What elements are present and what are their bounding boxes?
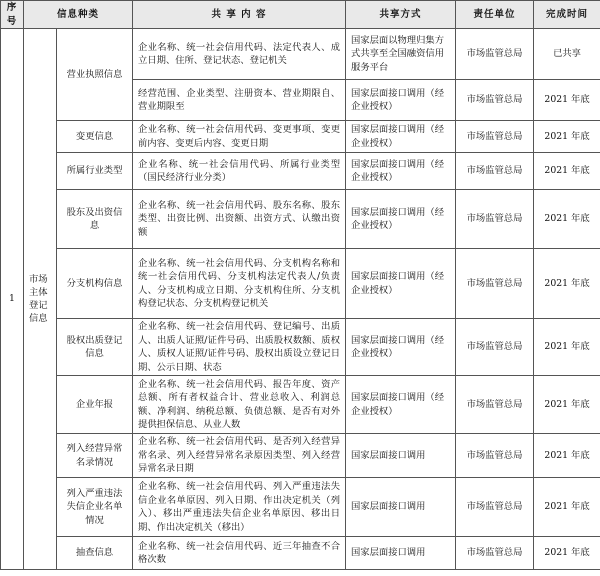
header-content: 共 享 内 容 xyxy=(133,1,346,29)
table-row xyxy=(1,121,600,153)
responsible-unit: 市场监管总局 xyxy=(456,80,534,121)
responsible-unit: 市场监管总局 xyxy=(456,434,534,478)
table-row xyxy=(1,29,600,80)
info-type: 股东及出资信息 xyxy=(57,190,133,249)
responsible-unit: 市场监管总局 xyxy=(456,29,534,80)
table-row xyxy=(1,319,600,376)
responsible-unit: 市场监管总局 xyxy=(456,153,534,190)
header-type: 信息种类 xyxy=(24,1,133,29)
completion-time: 2021 年底 xyxy=(534,80,600,121)
share-method: 国家层面接口调用 xyxy=(346,434,456,478)
completion-time: 2021 年底 xyxy=(534,319,600,376)
share-method: 国家层面接口调用（经企业授权） xyxy=(346,249,456,319)
share-method: 国家层面以物理归集方式共享至全国融资信用服务平台 xyxy=(346,29,456,80)
share-content: 企业名称、统一社会信用代码、分支机构名称和统一社会信用代码、分支机构法定代表人/负责人、分支机构成立日期、分支机构住所、分支机构登记状态、分支机构登记机关 xyxy=(133,249,346,319)
responsible-unit: 市场监管总局 xyxy=(456,190,534,249)
table-row xyxy=(1,153,600,190)
responsible-unit: 市场监管总局 xyxy=(456,121,534,153)
responsible-unit: 市场监管总局 xyxy=(456,537,534,570)
table-row xyxy=(1,434,600,478)
completion-time: 2021 年底 xyxy=(534,190,600,249)
responsible-unit: 市场监管总局 xyxy=(456,478,534,537)
table-row xyxy=(1,478,600,537)
header-method: 共享方式 xyxy=(346,1,456,29)
table-row xyxy=(1,249,600,319)
completion-time: 2021 年底 xyxy=(534,537,600,570)
info-type: 所属行业类型 xyxy=(57,153,133,190)
info-type: 变更信息 xyxy=(57,121,133,153)
category-cell xyxy=(24,29,57,570)
header-row xyxy=(1,1,600,29)
share-content: 企业名称、统一社会信用代码、所属行业类型（国民经济行业分类） xyxy=(133,153,346,190)
info-type: 分支机构信息 xyxy=(57,249,133,319)
completion-time: 已共享 xyxy=(534,29,600,80)
completion-time: 2021 年底 xyxy=(534,376,600,434)
share-content: 企业名称、统一社会信用代码、登记编号、出质人、出质人证照/证件号码、出质股权数额、质权人、质权人证照/证件号码、股权出质设立登记日期、公示日期、状态 xyxy=(133,319,346,376)
share-method: 国家层面接口调用（经企业授权） xyxy=(346,319,456,376)
share-content: 企业名称、统一社会信用代码、变更事项、变更前内容、变更后内容、变更日期 xyxy=(133,121,346,153)
share-method: 国家层面接口调用（经企业授权） xyxy=(346,190,456,249)
info-type: 抽查信息 xyxy=(57,537,133,570)
share-content: 企业名称、统一社会信用代码、列入严重违法失信企业名单原因、列入日期、作出决定机关（列入）、移出严重违法失信企业名单原因、移出日期、作出决定机关（移出） xyxy=(133,478,346,537)
share-content: 经营范围、企业类型、注册资本、营业期限自、营业期限至 xyxy=(133,80,346,121)
completion-time: 2021 年底 xyxy=(534,478,600,537)
info-type: 股权出质登记信息 xyxy=(57,319,133,376)
responsible-unit: 市场监管总局 xyxy=(456,376,534,434)
share-content: 企业名称、统一社会信用代码、股东名称、股东类型、出资比例、出资额、出资方式、认缴出资额 xyxy=(133,190,346,249)
share-method: 国家层面接口调用（经企业授权） xyxy=(346,153,456,190)
table-row xyxy=(1,376,600,434)
header-unit: 责任单位 xyxy=(456,1,534,29)
share-content: 企业名称、统一社会信用代码、近三年抽查不合格次数 xyxy=(133,537,346,570)
share-method: 国家层面接口调用 xyxy=(346,478,456,537)
share-content: 企业名称、统一社会信用代码、法定代表人、成立日期、住所、登记状态、登记机关 xyxy=(133,29,346,80)
completion-time: 2021 年底 xyxy=(534,153,600,190)
table-row xyxy=(1,190,600,249)
completion-time: 2021 年底 xyxy=(534,249,600,319)
completion-time: 2021 年底 xyxy=(534,434,600,478)
table-row xyxy=(1,537,600,570)
row-seq: 1 xyxy=(1,29,24,570)
info-type: 营业执照信息 xyxy=(57,29,133,121)
share-method: 国家层面接口调用 xyxy=(346,537,456,570)
category-label: 市场主体登记信息 xyxy=(29,273,48,324)
info-type: 列入严重违法失信企业名单情况 xyxy=(57,478,133,537)
completion-time: 2021 年底 xyxy=(534,121,600,153)
share-content: 企业名称、统一社会信用代码、是否列入经营异常名录、列入经营异常名录原因类型、列入经营异常名录日期 xyxy=(133,434,346,478)
header-time: 完成时间 xyxy=(534,1,600,29)
share-method: 国家层面接口调用（经企业授权） xyxy=(346,121,456,153)
header-seq: 序号 xyxy=(1,1,24,29)
responsible-unit: 市场监管总局 xyxy=(456,319,534,376)
share-content: 企业名称、统一社会信用代码、报告年度、资产总额、所有者权益合计、营业总收入、利润总额、净利润、纳税总额、负债总额、是否有对外提供担保信息、从业人数 xyxy=(133,376,346,434)
info-type: 列入经营异常名录情况 xyxy=(57,434,133,478)
share-method: 国家层面接口调用（经企业授权） xyxy=(346,80,456,121)
share-method: 国家层面接口调用（经企业授权） xyxy=(346,376,456,434)
responsible-unit: 市场监管总局 xyxy=(456,249,534,319)
info-type: 企业年报 xyxy=(57,376,133,434)
